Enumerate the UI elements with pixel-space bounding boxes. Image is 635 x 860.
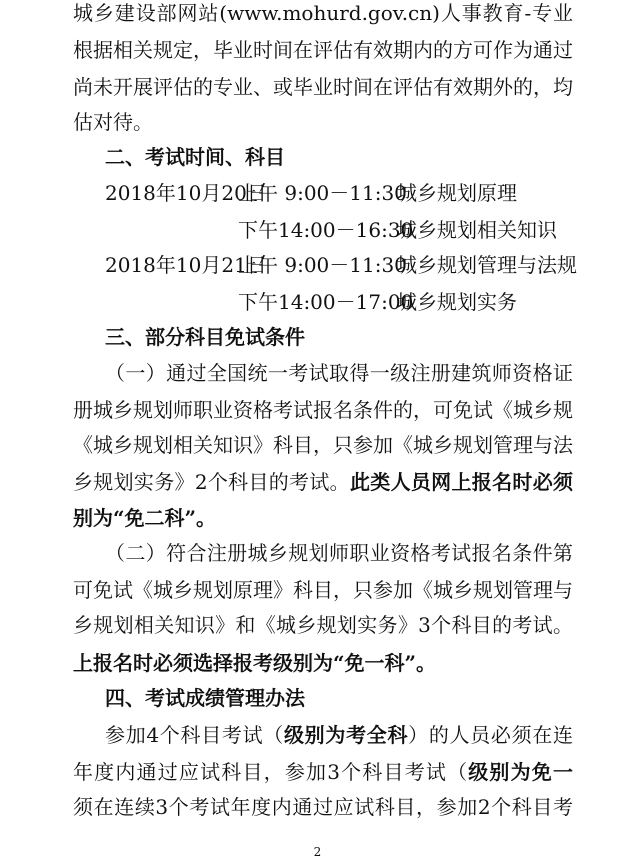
text-segment: 乡规划实务》2个科目的考试。 [73, 470, 350, 494]
text-segment: 城乡建设部网站(www.mohurd.gov.cn)人事教育-专业 [73, 1, 573, 25]
text-line [73, 645, 573, 681]
text-segment: 根据相关规定，毕业时间在评估有效期内的方可作为通过 [73, 38, 573, 62]
schedule-date: 2018年10月20日 [105, 181, 267, 205]
schedule-time: 下午14:00－17:00 [238, 290, 414, 314]
text-segment: 乡规划相关知识》和《城乡规划实务》3个科目的考试。 [73, 613, 573, 637]
schedule-time: 下午14:00－16:30 [238, 218, 414, 242]
text-line [73, 500, 573, 536]
text-segment: 尚未开展评估的专业、或毕业时间在评估有效期外的，均 [73, 75, 573, 99]
text-line [105, 535, 573, 571]
text-segment: 可免试《城乡规划原理》科目，只参加《城乡规划管理与 [73, 578, 573, 602]
section-heading [105, 319, 573, 355]
section-heading [105, 139, 573, 175]
bold-text: 级别为免一 [468, 760, 573, 784]
text-segment: 四、考试成绩管理办法 [105, 686, 305, 710]
text-segment: 参加4个科目考试（ [105, 723, 284, 747]
text-segment: 三、部分科目免试条件 [105, 325, 305, 349]
text-segment: 册城乡规划师职业资格考试报名条件的，可免试《城乡规 [73, 398, 573, 422]
text-segment: 《城乡规划相关知识》科目，只参加《城乡规划管理与法 [73, 433, 573, 457]
text-segment: （一）通过全国统一考试取得一级注册建筑师资格证 [105, 361, 573, 385]
text-line [73, 607, 573, 643]
text-line [73, 427, 573, 463]
text-line [73, 464, 573, 500]
text-line [73, 104, 573, 140]
text-segment: （二）符合注册城乡规划师职业资格考试报名条件第 [105, 541, 573, 565]
schedule-date: 2018年10月21日 [105, 253, 267, 277]
schedule-subject: 城乡规划实务 [397, 290, 517, 314]
schedule-time: 上午 9:00－11:30 [238, 181, 407, 205]
bold-text: 别为“免二科”。 [73, 506, 217, 530]
text-segment: 年度内通过应试科目，参加3个科目考试（ [73, 760, 469, 784]
section-heading [105, 680, 573, 716]
text-line [105, 355, 573, 391]
page-number: 2 [313, 845, 322, 859]
bold-text: 此类人员网上报名时必须 [349, 470, 573, 494]
bold-text: 上报名时必须选择报考级别为“免一科”。 [73, 651, 437, 675]
schedule-time: 上午 9:00－11:30 [238, 253, 407, 277]
text-line [73, 754, 573, 790]
text-segment: 须在连续3个考试年度内通过应试科目，参加2个科目考 [73, 795, 573, 819]
text-line [73, 392, 573, 428]
text-line [73, 32, 573, 68]
text-segment: ）的人员必须在连 [408, 723, 573, 747]
schedule-subject: 城乡规划原理 [397, 181, 517, 205]
text-line [73, 0, 573, 31]
schedule-subject: 城乡规划管理与法规 [397, 253, 577, 277]
text-segment: 估对待。 [73, 110, 153, 134]
text-segment: 二、考试时间、科目 [105, 145, 285, 169]
text-line [73, 789, 573, 825]
bold-text: 级别为考全科 [283, 723, 409, 747]
text-line [105, 717, 573, 753]
schedule-subject: 城乡规划相关知识 [397, 218, 557, 242]
text-line [73, 572, 573, 608]
text-line [73, 69, 573, 105]
